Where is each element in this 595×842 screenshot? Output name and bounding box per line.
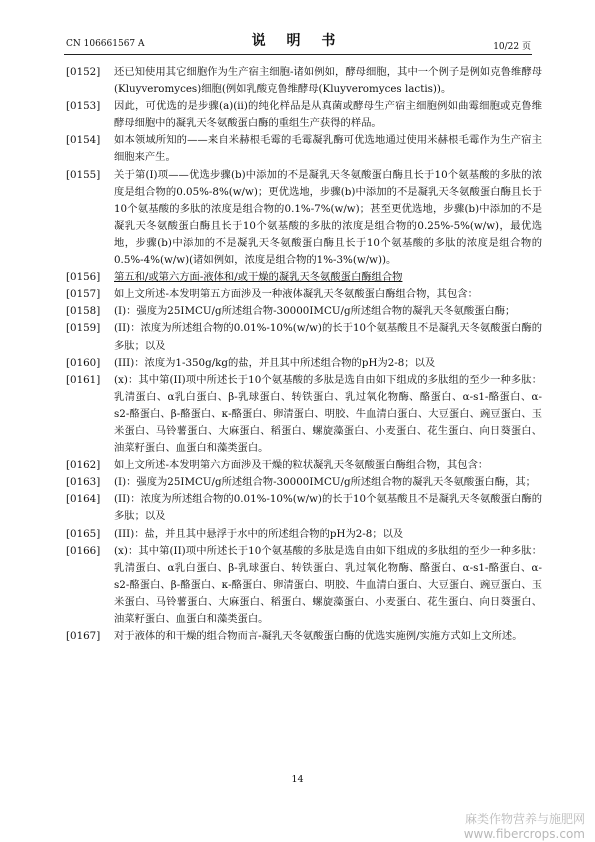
publication-number: CN 106661567 A xyxy=(66,39,145,49)
paragraph-text: 关于第(I)项——优选步骤(b)中添加的不是凝乳天冬氨酸蛋白酶且长于10个氨基酸的多肽的浓度是组合物的0.05%-8%(w/w)；更优选地，步骤(b)中添加的不是凝乳天冬氨酸蛋白酶且长于10个氨基酸的多肽的浓度是组合物的0.1%-7%(w/w)；甚至更优选地，步骤(b)中添加的不是凝乳天冬氨酸蛋白酶且长于10个氨基酸的多肽的浓度是组合物的0.25%-5%(w/w)，最优选地，步骤(b)中添加的不是凝乳天冬氨酸蛋白酶且长于10个氨基酸的多肽的浓度是组合物的0.5%-4%(w/w)(诸如例如，浓度是组合物的1%-3%(w/w))。 xyxy=(114,168,542,267)
paragraph-text: (I)：强度为25IMCU/g所述组合物-30000IMCU/g所述组合物的凝乳天冬氨酸蛋白酶； xyxy=(114,305,516,318)
paragraph-number: [0158] xyxy=(66,305,101,318)
paragraph xyxy=(66,132,542,166)
paragraph-text: 因此，可优选的是步骤(a)(ii)的纯化样品是从真菌或酵母生产宿主细胞例如曲霉细胞或克鲁维酵母细胞中的凝乳天冬氨酸蛋白酶的重组生产获得的样品。 xyxy=(114,100,542,130)
paragraph xyxy=(66,286,542,303)
paragraph-text: 如上文所述-本发明第六方面涉及干燥的粒状凝乳天冬氨酸蛋白酶组合物，其包含： xyxy=(114,459,489,472)
paragraph xyxy=(66,526,542,543)
paragraph xyxy=(66,474,542,491)
paragraph-text: (x)：其中第(II)项中所述长于10个氨基酸的多肽是选自由如下组成的多肽组的至少一种多肽：乳清蛋白、α乳白蛋白、β-乳球蛋白、转铁蛋白、乳过氧化物酶、酪蛋白、α-s1-酪蛋白、α-s2-酪蛋白、β-酪蛋白、κ-酪蛋白、卵清蛋白、明胶、牛血清白蛋白、大豆蛋白、豌豆蛋白、玉米蛋白、马铃薯蛋白、大麻蛋白、稻蛋白、螺旋藻蛋白、小麦蛋白、花生蛋白、向日葵蛋白、油菜籽蛋白、血蛋白和藻类蛋白。 xyxy=(114,544,542,625)
paragraph-number: [0152] xyxy=(66,66,101,78)
paragraph xyxy=(66,491,542,525)
paragraph xyxy=(66,98,542,132)
page-count: 10/22 页 xyxy=(493,42,531,52)
paragraph-text: 如上文所述-本发明第五方面涉及一种液体凝乳天冬氨酸蛋白酶组合物，其包含： xyxy=(114,288,478,301)
paragraph-text: (II)：浓度为所述组合物的0.01%-10%(w/w)的长于10个氨基酸且不是凝乳天冬氨酸蛋白酶的多肽；以及 xyxy=(114,322,542,352)
paragraph xyxy=(66,355,542,372)
paragraph xyxy=(66,543,542,628)
paragraph-number: [0166] xyxy=(66,544,101,557)
page-header xyxy=(0,30,595,52)
paragraph-text: 如本领域所知的——来自米赫根毛霉的毛霉凝乳酶可优选地通过使用米赫根毛霉作为生产宿主细胞来产生。 xyxy=(114,134,542,164)
paragraph-number: [0157] xyxy=(66,288,101,301)
watermark xyxy=(464,812,585,842)
paragraph-number: [0163] xyxy=(66,476,101,489)
paragraph-number: [0167] xyxy=(66,630,101,643)
paragraph-number: [0153] xyxy=(66,100,101,113)
paragraph xyxy=(66,457,542,474)
paragraph-number: [0162] xyxy=(66,459,101,472)
paragraph xyxy=(66,628,542,645)
paragraph-text: (I)：强度为25IMCU/g所述组合物-30000IMCU/g所述组合物的凝乳天冬氨酸蛋白酶，其； xyxy=(114,476,536,489)
document-title: 说 明 书 xyxy=(251,33,344,49)
paragraph-text: 对于液体的和干燥的组合物而言-凝乳天冬氨酸蛋白酶的优选实施例/实施方式如上文所述。 xyxy=(114,630,523,643)
paragraph xyxy=(66,64,542,98)
paragraph-number: [0160] xyxy=(66,356,101,369)
document-body xyxy=(66,64,542,645)
watermark-line-1: 麻类作物营养与施肥网 xyxy=(464,812,585,826)
paragraph-number: [0154] xyxy=(66,134,101,147)
paragraph-number: [0155] xyxy=(66,168,101,181)
page-number: 14 xyxy=(291,774,304,785)
paragraph-text: (III)：盐，并且其中悬浮于水中的所述组合物的pH为2-8；以及 xyxy=(114,527,404,540)
section-heading: 第五和/或第六方面-液体和/或干燥的凝乳天冬氨酸蛋白酶组合物 xyxy=(114,271,403,284)
paragraph-text: (II)：浓度为所述组合物的0.01%-10%(w/w)的长于10个氨基酸且不是凝乳天冬氨酸蛋白酶的多肽；以及 xyxy=(114,493,542,523)
paragraph-number: [0159] xyxy=(66,322,101,335)
paragraph-number: [0161] xyxy=(66,373,101,386)
header-rule xyxy=(64,54,532,55)
section-heading-paragraph xyxy=(66,269,542,286)
paragraph-text: 还已知使用其它细胞作为生产宿主细胞-诸如例如，酵母细胞，其中一个例子是例如克鲁维酵母(Kluyveromyces)细胞(例如乳酸克鲁维酵母(Kluyveromyces lactis))。 xyxy=(114,66,542,96)
paragraph-number: [0164] xyxy=(66,493,101,506)
paragraph xyxy=(66,167,542,270)
paragraph-text: (x)：其中第(II)项中所述长于10个氨基酸的多肽是选自由如下组成的多肽组的至少一种多肽：乳清蛋白、α乳白蛋白、β-乳球蛋白、转铁蛋白、乳过氧化物酶、酪蛋白、α-s1-酪蛋白、α-s2-酪蛋白、β-酪蛋白、κ-酪蛋白、卵清蛋白、明胶、牛血清白蛋白、大豆蛋白、豌豆蛋白、玉米蛋白、马铃薯蛋白、大麻蛋白、稻蛋白、螺旋藻蛋白、小麦蛋白、花生蛋白、向日葵蛋白、油菜籽蛋白、血蛋白和藻类蛋白。 xyxy=(114,373,542,455)
paragraph-number: [0156] xyxy=(66,271,101,284)
paragraph xyxy=(66,372,542,457)
paragraph xyxy=(66,303,542,320)
paragraph-text: (III)：浓度为1-350g/kg的盐，并且其中所述组合物的pH为2-8；以及 xyxy=(114,356,436,369)
watermark-line-2: www.fibercrops.com xyxy=(463,827,585,841)
paragraph-number: [0165] xyxy=(66,527,101,540)
paragraph xyxy=(66,320,542,354)
